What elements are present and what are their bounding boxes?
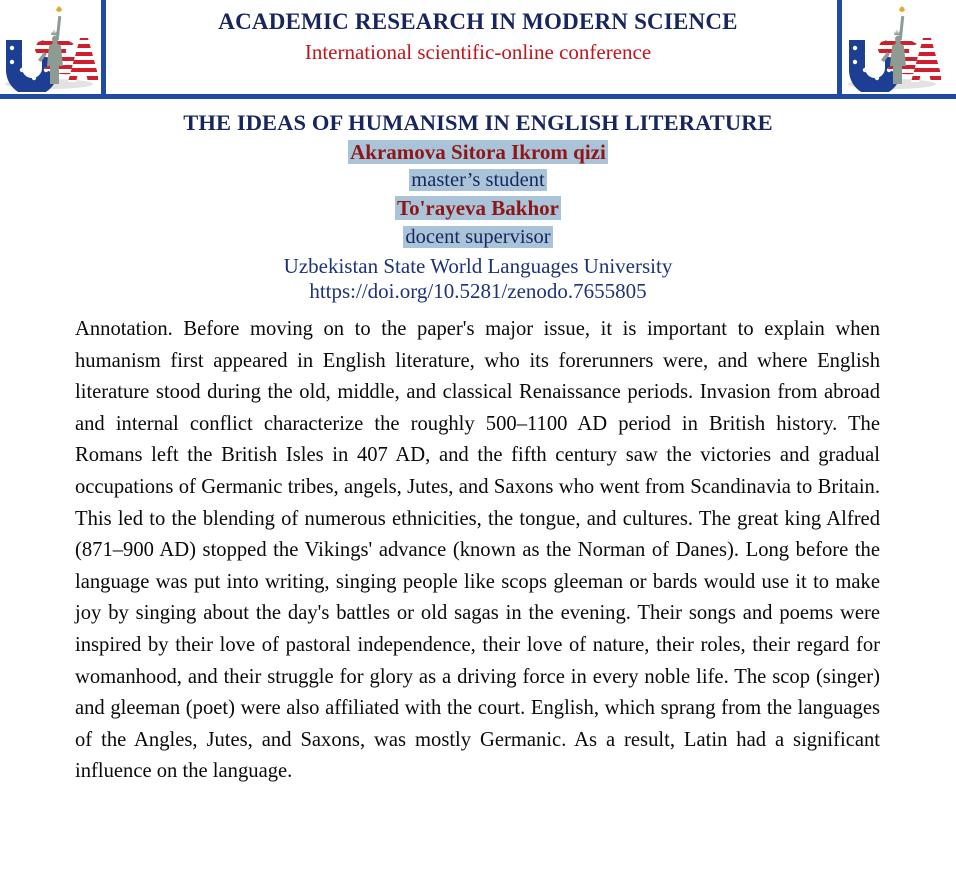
doi-link[interactable]: https://doi.org/10.5281/zenodo.7655805	[309, 279, 647, 304]
usa-logo-right	[843, 2, 941, 94]
abstract-text: Annotation. Before moving on to the paper's major issue, it is important to explain when humanism first appeared in English literature, who its forerunners were, and where English literature stood during the old, middle, and classical Renaissance periods. Invasion from abroad and internal conflict characterize the roughly 500–1100 AD period in British history. The Romans left the British Isles in 407 AD, and the fifth century saw the victories and gradual occupations of Germanic tribes, angels, Jutes, and Saxons who went from Scandinavia to Britain. This led to the blending of numerous ethnicities, the tongue, and cultures. The great king Alfred (871–900 AD) stopped the Vikings' advance (known as the Norman of Danes). Long before the language was put into writing, singing people like scops gleeman or bards would use it to make joy by singing about the day's battles or old sagas in the evening. Their songs and poems were inspired by their love of pastoral independence, their love of nature, their roles, their regard for womanhood, and their struggle for glory as a driving force in every noble life. The scop (singer) and gleeman (poet) were also affiliated with the court. English, which sprang from the languages of the Angles, Jutes, and Saxons, was mostly Germanic. As a result, Latin had a significant influence on the language.	[75, 317, 880, 783]
page-title: THE IDEAS OF HUMANISM IN ENGLISH LITERATURE	[183, 110, 773, 135]
author-role-2	[0, 225, 956, 250]
usa-statue-of-liberty-icon	[843, 2, 941, 94]
author-name: Akramova Sitora Ikrom qizi	[350, 139, 606, 164]
usa-statue-of-liberty-icon	[0, 2, 98, 94]
header-divider-right	[837, 0, 842, 99]
author-role: master’s student	[411, 169, 545, 192]
header-horizontal-rule	[0, 94, 956, 99]
author-block-1	[0, 140, 956, 166]
page-header	[0, 0, 956, 98]
conference-title: ACADEMIC RESEARCH IN MODERN SCIENCE	[218, 9, 738, 34]
author-name: To'rayeva Bakhor	[397, 196, 559, 221]
author-role-1	[0, 168, 956, 193]
header-divider-left	[101, 0, 106, 99]
conference-heading	[110, 8, 846, 66]
usa-logo-left	[0, 2, 98, 94]
author-block-2	[0, 196, 956, 222]
conference-subtitle: International scientific-online conference	[304, 39, 652, 64]
affiliation: Uzbekistan State World Languages University	[283, 253, 673, 278]
paper-masthead	[0, 110, 956, 305]
author-role: docent supervisor	[405, 225, 551, 248]
